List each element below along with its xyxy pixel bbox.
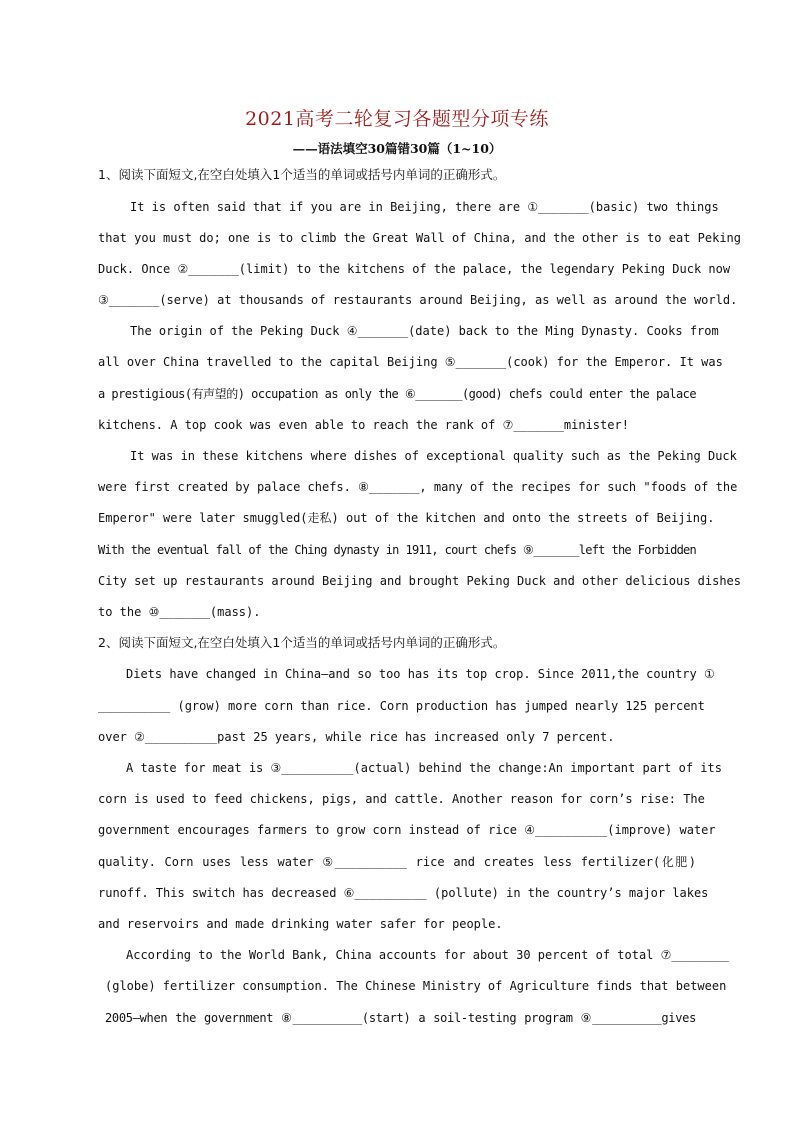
page-subtitle: ——语法填空30篇错30篇（1~10） <box>292 141 502 156</box>
passage-1-line: that you must do; one is to climb the Great Wall of China, and the other is to eat Peking <box>98 231 741 245</box>
passage-2-line: A taste for meat is ③__________(actual) behind the change:An important part of its <box>126 761 722 775</box>
passage-2-line: corn is used to feed chickens, pigs, and cattle. Another reason for corn’s rise: The <box>98 792 705 806</box>
passage-2-line: runoff. This switch has decreased ⑥__________ (pollute) in the country’s major lakes <box>98 886 709 900</box>
passage-1-line: to the ⑩_______(mass). <box>98 605 261 619</box>
section-1-instruction: 1、阅读下面短文,在空白处填入1个适当的单词或括号内单词的正确形式。 <box>98 167 506 182</box>
passage-1-line: City set up restaurants around Beijing and brought Peking Duck and other delicious dishes <box>98 574 741 588</box>
passage-2-line: Diets have changed in China—and so too has its top crop. Since 2011,the country ① <box>126 667 715 681</box>
passage-2-line: government encourages farmers to grow corn instead of rice ④__________(improve) water <box>98 823 716 837</box>
passage-2-line: and reservoirs and made drinking water safer for people. <box>98 917 503 931</box>
passage-2-line: quality. Corn uses less water ⑤__________ rice and creates less fertilizer(化肥) <box>98 855 696 869</box>
passage-1-line: Duck. Once ②_______(limit) to the kitchens of the palace, the legendary Peking Duck now <box>98 262 731 276</box>
passage-1-line: With the eventual fall of the Ching dynasty in 1911, court chefs ⑨_______left the Forbidden <box>98 543 696 557</box>
passage-1-line: were first created by palace chefs. ⑧_______, many of the recipes for such "foods of the <box>98 480 738 494</box>
passage-2-line: over ②__________past 25 years, while rice has increased only 7 percent. <box>98 730 615 744</box>
passage-1-line: a prestigious(有声望的) occupation as only the ⑥_______(good) chefs could enter the palace <box>98 387 696 401</box>
section-2-instruction: 2、阅读下面短文,在空白处填入1个适当的单词或括号内单词的正确形式。 <box>98 635 506 650</box>
passage-1-line: all over China travelled to the capital Beijing ⑤_______(cook) for the Emperor. It was <box>98 355 723 369</box>
passage-2-line: (globe) fertilizer consumption. The Chinese Ministry of Agriculture finds that between <box>105 979 727 993</box>
passage-2-line: __________ (grow) more corn than rice. Corn production has jumped nearly 125 percent <box>98 699 705 713</box>
passage-1-line: It is often said that if you are in Beijing, there are ①_______(basic) two things <box>130 200 719 214</box>
passage-2-line: According to the World Bank, China accounts for about 30 percent of total ⑦________ <box>126 948 730 962</box>
passage-1-line: It was in these kitchens where dishes of exceptional quality such as the Peking Duck <box>130 449 737 463</box>
passage-2-line: 2005—when the government ⑧__________(start) a soil-testing program ⑨__________gives <box>105 1011 696 1025</box>
passage-1-line: kitchens. A top cook was even able to reach the rank of ⑦_______minister! <box>98 418 629 432</box>
passage-1-line: Emperor" were later smuggled(走私) out of the kitchen and onto the streets of Beijing. <box>98 511 715 525</box>
passage-1-line: The origin of the Peking Duck ④_______(date) back to the Ming Dynasty. Cooks from <box>130 324 719 338</box>
passage-1-line: ③_______(serve) at thousands of restaurants around Beijing, as well as around the world. <box>98 293 738 307</box>
page-title: 2021高考二轮复习各题型分项专练 <box>245 108 549 130</box>
